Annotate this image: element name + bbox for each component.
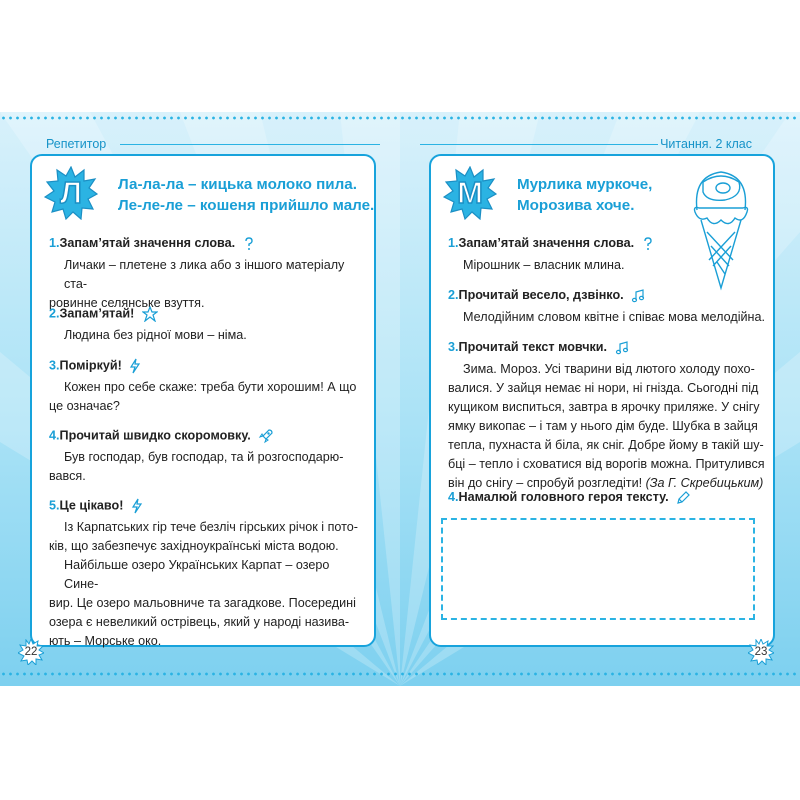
text-line: бці – тепло і сховатися від ворогів можна. Притулився — [448, 457, 765, 471]
task-label: Прочитай швидко скоромовку. — [59, 428, 251, 443]
letter-label: Л — [60, 175, 82, 210]
task-text — [49, 448, 367, 486]
task-text — [49, 518, 367, 651]
letter-label: М — [457, 175, 483, 210]
task-text — [49, 378, 367, 416]
lightning-icon — [129, 358, 141, 374]
poem-line: Ла-ла-ла – кицька молоко пила. — [118, 176, 357, 193]
task-text — [448, 308, 766, 327]
task-title — [49, 498, 143, 514]
task-title — [448, 288, 645, 303]
text-line: Мелодійним словом квітне і співає мова мелодійна. — [463, 310, 765, 324]
task-number: 4. — [448, 490, 459, 504]
page-number-left — [18, 639, 44, 665]
task-title — [49, 306, 158, 322]
running-head-right: Читання. 2 клас — [660, 137, 752, 151]
task-label: Запам’ятай значення слова. — [59, 236, 236, 250]
task-title — [448, 340, 629, 355]
dotted-border-top — [0, 116, 800, 120]
text-line: озера є невеликий острівець, який у народі назива- — [49, 615, 350, 629]
task-number: 3. — [49, 358, 60, 373]
running-head-left: Репетитор — [46, 137, 107, 151]
task-label: Запам’ятай! — [59, 306, 135, 321]
pencil-icon — [676, 491, 690, 505]
letter-badge — [443, 166, 497, 220]
task-number: 1. — [49, 236, 60, 250]
poem — [517, 174, 652, 216]
question-icon — [243, 237, 255, 251]
task-label: Прочитай текст мовчки. — [458, 340, 608, 354]
poem-line: Морозива хоче. — [517, 197, 635, 214]
text-line: Кожен про себе скаже: треба бути хорошим! А що — [64, 380, 357, 394]
task-number: 2. — [448, 288, 459, 302]
text-line: Мірошник – власник млина. — [463, 258, 625, 272]
page-number-text: 23 — [754, 646, 768, 658]
task-title — [448, 236, 654, 251]
task-label: Намалюй головного героя тексту. — [458, 490, 669, 504]
text-line: ямку викопає – і там у нього дім буде. Шубка в зайця — [448, 419, 758, 433]
poem — [118, 174, 374, 216]
text-line: Личаки – плетене з лика або з іншого матеріалу ста- — [64, 258, 345, 291]
task-number: 4. — [49, 428, 60, 443]
poem-line: Ле-ле-ле – кошеня прийшло мале. — [118, 197, 375, 214]
task-label: Поміркуй! — [59, 358, 122, 373]
page-number-text: 22 — [24, 646, 38, 658]
text-line: Був господар, був господар, та й розгосподарю- — [64, 450, 344, 464]
book-spread — [0, 112, 800, 686]
text-line: Зима. Мороз. Усі тварини від лютого холоду похо- — [463, 362, 755, 376]
task-title — [49, 428, 274, 444]
left-page-card — [30, 154, 376, 647]
task-title — [49, 358, 141, 374]
text-line: вався. — [49, 469, 86, 483]
task-number: 5. — [49, 498, 60, 513]
text-line: Людина без рідної мови – німа. — [64, 328, 247, 342]
task-number: 3. — [448, 340, 459, 354]
text-line: кущиком виспиться, завтра в ярочку приляже. У снігу — [448, 400, 760, 414]
text-line: ровинне селянське взуття. — [49, 296, 205, 310]
letter-badge — [44, 166, 98, 220]
header-rule-left — [120, 144, 380, 145]
text-line: Із Карпатських гір тече безліч гірських річок і пото- — [64, 520, 358, 534]
text-line: вир. Це озеро мальовниче та загадкове. Посередині — [49, 596, 356, 610]
task-label: Прочитай весело, дзвінко. — [458, 288, 624, 302]
music-note-icon — [615, 341, 629, 355]
text-line: валися. У зайця немає ні нори, ні гнізда. Сьогодні під — [448, 381, 759, 395]
task-number: 2. — [49, 306, 60, 321]
task-label: Це цікаво! — [59, 498, 124, 513]
page-number-right — [748, 639, 774, 665]
dotted-border-bottom — [0, 672, 800, 676]
right-page-card — [429, 154, 775, 647]
header-rule-right — [420, 144, 658, 145]
poem-line: Мурлика муркоче, — [517, 176, 653, 193]
task-text — [49, 326, 367, 345]
task-text — [448, 360, 766, 493]
text-line: Найбільше озеро Українських Карпат – озеро Сине- — [64, 558, 330, 591]
text-line: тепла, пухнаста й біла, як сніг. Добре йому в такій шу- — [448, 438, 764, 452]
music-note-icon — [631, 289, 645, 303]
task-label: Запам’ятай значення слова. — [458, 236, 635, 250]
rocket-icon — [258, 428, 274, 444]
drawing-area[interactable] — [441, 518, 755, 620]
star-icon — [142, 306, 158, 322]
text-line: ків, що забезпечує західноукраїнські міста водою. — [49, 539, 339, 553]
task-text — [49, 256, 367, 313]
task-title — [49, 236, 255, 251]
text-line: ють – Морське око. — [49, 634, 162, 648]
lightning-icon — [131, 498, 143, 514]
task-number: 1. — [448, 236, 459, 250]
text-line: це означає? — [49, 399, 120, 413]
task-title — [448, 490, 690, 505]
task-text — [448, 256, 766, 275]
source-attribution: (За Г. Скребицьким) — [645, 476, 764, 490]
question-icon — [642, 237, 654, 251]
text-span: він до снігу – спробуй розгледіти! — [448, 476, 643, 490]
